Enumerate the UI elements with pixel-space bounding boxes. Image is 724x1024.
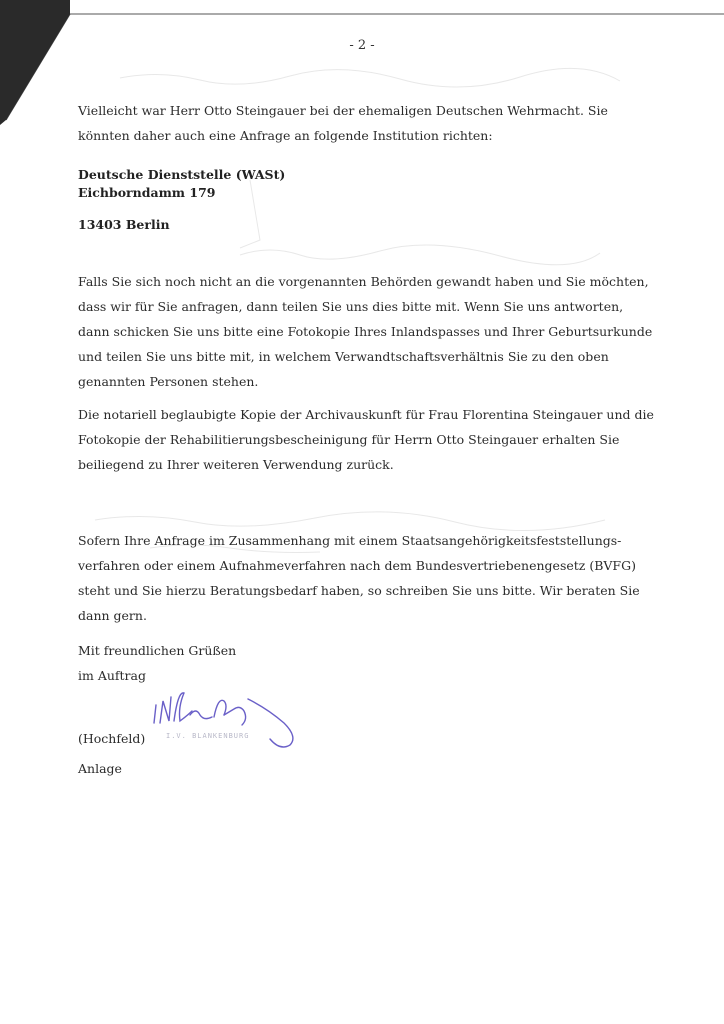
address-line-1: Deutsche Dienststelle (WASt) [78, 167, 286, 182]
request-paragraph: Falls Sie sich noch nicht an die vorgenannten Behörden gewandt haben und Sie möchten, dass wir für Sie anfragen, dann teilen Sie uns dies bitte mit. Wenn Sie uns antworten, dann schicken Sie uns bitte eine Fotokopie Ihres Inlandspasses und Ihrer Geburtsurkunde und teilen Sie uns bitte mit, in welchem Verwandtschaftsverhältnis Sie zu den oben genannten Personen stehen. [78, 274, 653, 389]
address-line-2: Eichborndamm 179 [78, 185, 216, 200]
enclosure-label: Anlage [78, 761, 122, 776]
page-number: - 2 - [349, 38, 375, 53]
signature-stamp: I.V. BLANKENBURG [166, 732, 250, 740]
closing-greeting: Mit freundlichen Grüßen [78, 643, 237, 658]
advice-paragraph: Sofern Ihre Anfrage im Zusammenhang mit einem Staatsangehörigkeitsfeststellungs-verfahren oder einem Aufnahmeverfahren nach dem Bundesvertriebenengesetz (BVFG) steht und Sie hierzu Beratungsbedarf haben, so schreiben Sie uns bitte. Wir beraten Sie dann gern. [78, 533, 640, 623]
enclosure-paragraph: Die notariell beglaubigte Kopie der Archivauskunft für Frau Florentina Steingauer und die Fotokopie der Rehabilitierungsbescheinigung für Herrn Otto Steingauer erhalten Sie beiliegend zu Ihrer weiteren Verwendung zurück. [78, 407, 654, 472]
signatory-name: (Hochfeld) [78, 731, 146, 746]
closing-on-behalf: im Auftrag [78, 668, 146, 683]
intro-paragraph: Vielleicht war Herr Otto Steingauer bei der ehemaligen Deutschen Wehrmacht. Sie könnten daher auch eine Anfrage an folgende Institution richten: [78, 103, 608, 143]
address-line-3: 13403 Berlin [78, 217, 170, 232]
address-block [78, 166, 658, 234]
